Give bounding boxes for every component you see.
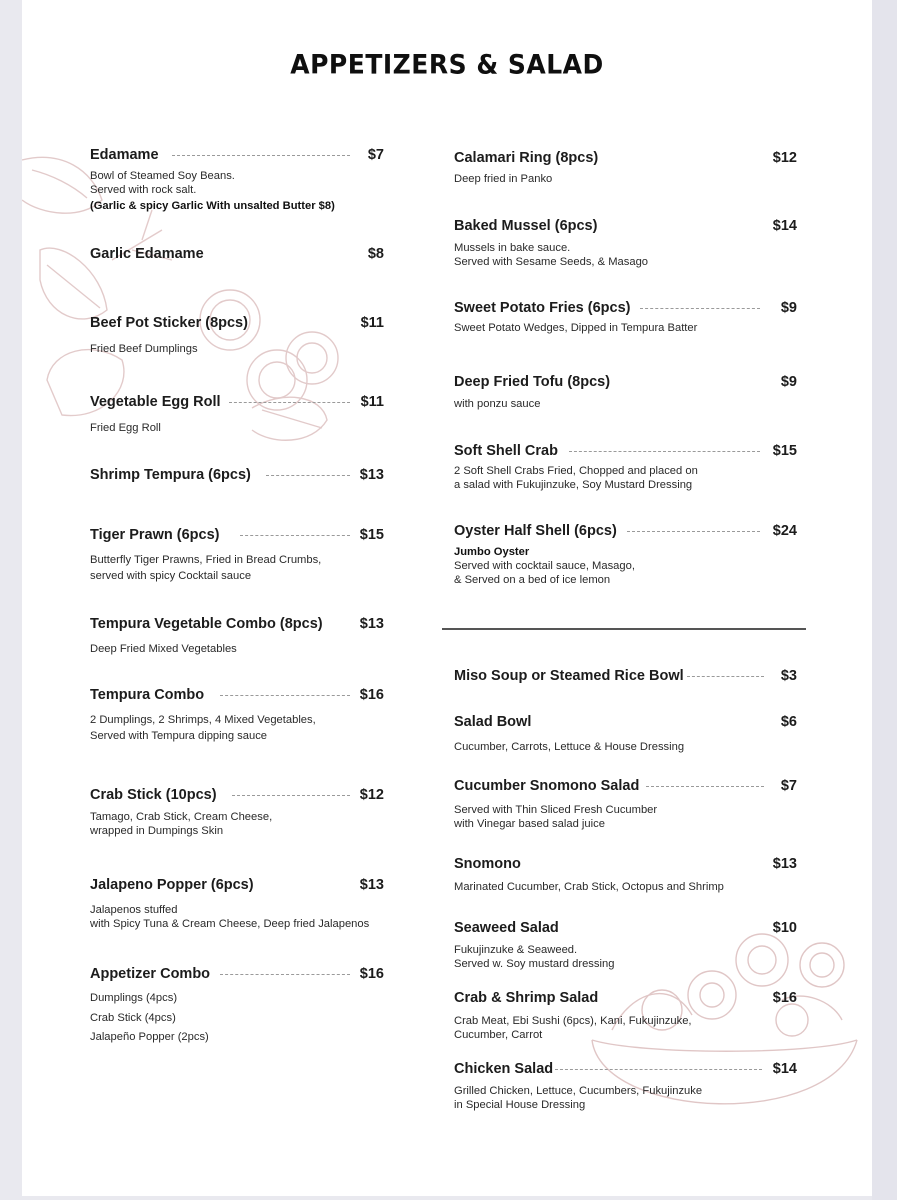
- menu-item-name: Tempura Combo: [90, 687, 205, 703]
- menu-item-description: Served with Thin Sliced Fresh Cucumber: [454, 804, 658, 816]
- menu-item-name: Garlic Edamame: [90, 246, 204, 262]
- menu-item-description: 2 Soft Shell Crabs Fried, Chopped and placed on: [454, 465, 698, 477]
- menu-item-description: & Served on a bed of ice lemon: [454, 574, 611, 586]
- menu-item-description: Crab Meat, Ebi Sushi (6pcs), Kani, Fukujinzuke,: [454, 1015, 692, 1027]
- dotted-leader: [646, 786, 764, 787]
- menu-item-name: Shrimp Tempura (6pcs): [90, 467, 251, 483]
- menu-item-description: with Spicy Tuna & Cream Cheese, Deep fried Jalapenos: [90, 918, 370, 930]
- menu-item-name: Soft Shell Crab: [454, 443, 558, 459]
- menu-item-name: Tiger Prawn (6pcs): [90, 527, 220, 543]
- menu-item-note: Jumbo Oyster: [454, 546, 530, 558]
- menu-item-description: 2 Dumplings, 2 Shrimps, 4 Mixed Vegetables,: [90, 714, 316, 726]
- menu-item-price: $13: [359, 877, 384, 893]
- menu-item-description: Served with Tempura dipping sauce: [90, 730, 268, 742]
- dotted-leader: [220, 695, 350, 696]
- menu-item-name: Cucumber Snomono Salad: [454, 778, 640, 794]
- menu-item-price: $13: [359, 467, 384, 483]
- menu-item-price: $8: [367, 246, 384, 262]
- menu-item-name: Oyster Half Shell (6pcs): [454, 523, 617, 539]
- menu-item-description: Mussels in bake sauce.: [454, 242, 571, 254]
- menu-item-description: Jalapenos stuffed: [90, 904, 178, 916]
- menu-item-name: Tempura Vegetable Combo (8pcs): [90, 616, 323, 632]
- menu-item-name: Deep Fried Tofu (8pcs): [454, 374, 611, 390]
- dotted-leader: [640, 308, 760, 309]
- menu-item-name: Beef Pot Sticker (8pcs): [90, 315, 248, 331]
- menu-item-description: Fukujinzuke & Seaweed.: [454, 944, 578, 956]
- menu-item-name: Baked Mussel (6pcs): [454, 218, 598, 234]
- menu-item-price: $16: [772, 990, 797, 1006]
- menu-item-price: $24: [772, 523, 797, 539]
- menu-item-price: $7: [780, 778, 797, 794]
- menu-item-price: $12: [359, 787, 384, 803]
- menu-item-price: $16: [359, 687, 384, 703]
- page-edge: [872, 0, 897, 1200]
- menu-item-name: Calamari Ring (8pcs): [454, 150, 599, 166]
- menu-item-name: Edamame: [90, 147, 159, 163]
- dotted-leader: [627, 531, 760, 532]
- menu-item-description: Served w. Soy mustard dressing: [454, 958, 615, 970]
- menu-item-price: $3: [780, 668, 797, 684]
- menu-item-description: in Special House Dressing: [454, 1099, 586, 1111]
- menu-item-description: wrapped in Dumpings Skin: [90, 825, 224, 837]
- menu-item-price: $13: [359, 616, 384, 632]
- menu-item-price: $6: [780, 714, 797, 730]
- menu-item-description: with ponzu sauce: [454, 398, 541, 410]
- menu-item-description: Butterfly Tiger Prawns, Fried in Bread Crumbs,: [90, 554, 322, 566]
- menu-item-description: Served with rock salt.: [90, 184, 197, 196]
- menu-item-description: Deep Fried Mixed Vegetables: [90, 643, 237, 655]
- dotted-leader: [266, 475, 350, 476]
- page-title: APPETIZERS & SALAD: [290, 49, 604, 80]
- menu-item-price: $9: [780, 374, 797, 390]
- menu-item-description: served with spicy Cocktail sauce: [90, 570, 252, 582]
- menu-item-description: with Vinegar based salad juice: [454, 818, 605, 830]
- menu-item-description: Served with cocktail sauce, Masago,: [454, 560, 635, 572]
- menu-item-name: Appetizer Combo: [90, 966, 211, 982]
- menu-item-note: (Garlic & spicy Garlic With unsalted Butter $8): [90, 200, 335, 212]
- dotted-leader: [232, 795, 350, 796]
- menu-item-name: Miso Soup or Steamed Rice Bowl: [454, 668, 684, 684]
- menu-item-name: Salad Bowl: [454, 714, 532, 730]
- menu-item-description: Bowl of Steamed Soy Beans.: [90, 170, 235, 182]
- menu-item-description: Cucumber, Carrots, Lettuce & House Dressing: [454, 741, 685, 753]
- menu-item-price: $12: [772, 150, 797, 166]
- menu-item-name: Vegetable Egg Roll: [90, 394, 221, 410]
- menu-item-description: Fried Beef Dumplings: [90, 343, 198, 355]
- menu-item-description: Served with Sesame Seeds, & Masago: [454, 256, 649, 268]
- menu-item-name: Snomono: [454, 856, 521, 872]
- menu-item-name: Crab Stick (10pcs): [90, 787, 217, 803]
- dotted-leader: [240, 535, 350, 536]
- menu-item-name: Jalapeno Popper (6pcs): [90, 877, 254, 893]
- menu-item-name: Sweet Potato Fries (6pcs): [454, 300, 631, 316]
- menu-item-price: $7: [367, 147, 384, 163]
- dotted-leader: [569, 451, 760, 452]
- menu-item-price: $13: [772, 856, 797, 872]
- menu-item-price: $16: [359, 966, 384, 982]
- menu-item-description: a salad with Fukujinzuke, Soy Mustard Dressing: [454, 479, 693, 491]
- menu-item-description: Fried Egg Roll: [90, 422, 161, 434]
- menu-item-price: $15: [359, 527, 384, 543]
- menu-item-description: Deep fried in Panko: [454, 173, 553, 185]
- dotted-leader: [687, 676, 764, 677]
- menu-item-description: Sweet Potato Wedges, Dipped in Tempura Batter: [454, 322, 698, 334]
- menu-item-price: $10: [772, 920, 797, 936]
- menu-page: [22, 0, 872, 1196]
- menu-item-price: $11: [360, 315, 384, 331]
- menu-item-price: $11: [360, 394, 384, 410]
- menu-item-name: Seaweed Salad: [454, 920, 559, 936]
- dotted-leader: [220, 974, 350, 975]
- menu-item-price: $14: [772, 218, 797, 234]
- menu-item-name: Crab & Shrimp Salad: [454, 990, 599, 1006]
- menu-item-price: $15: [772, 443, 797, 459]
- dotted-leader: [229, 402, 350, 403]
- menu-item-description: Grilled Chicken, Lettuce, Cucumbers, Fukujinzuke: [454, 1085, 703, 1097]
- menu-item-price: $14: [772, 1061, 797, 1077]
- salad-bowl-sketch-illustration: [582, 920, 872, 1140]
- menu-item-name: Chicken Salad: [454, 1061, 554, 1077]
- menu-item-description: Marinated Cucumber, Crab Stick, Octopus and Shrimp: [454, 881, 724, 893]
- menu-item-description: Jalapeño Popper (2pcs): [90, 1031, 209, 1043]
- section-divider: [442, 628, 806, 630]
- menu-item-price: $9: [780, 300, 797, 316]
- menu-item-description: Cucumber, Carrot: [454, 1029, 543, 1041]
- dotted-leader: [555, 1069, 762, 1070]
- menu-item-description: Tamago, Crab Stick, Cream Cheese,: [90, 811, 273, 823]
- menu-item-description: Dumplings (4pcs): [90, 992, 178, 1004]
- menu-item-description: Crab Stick (4pcs): [90, 1012, 176, 1024]
- dotted-leader: [172, 155, 350, 156]
